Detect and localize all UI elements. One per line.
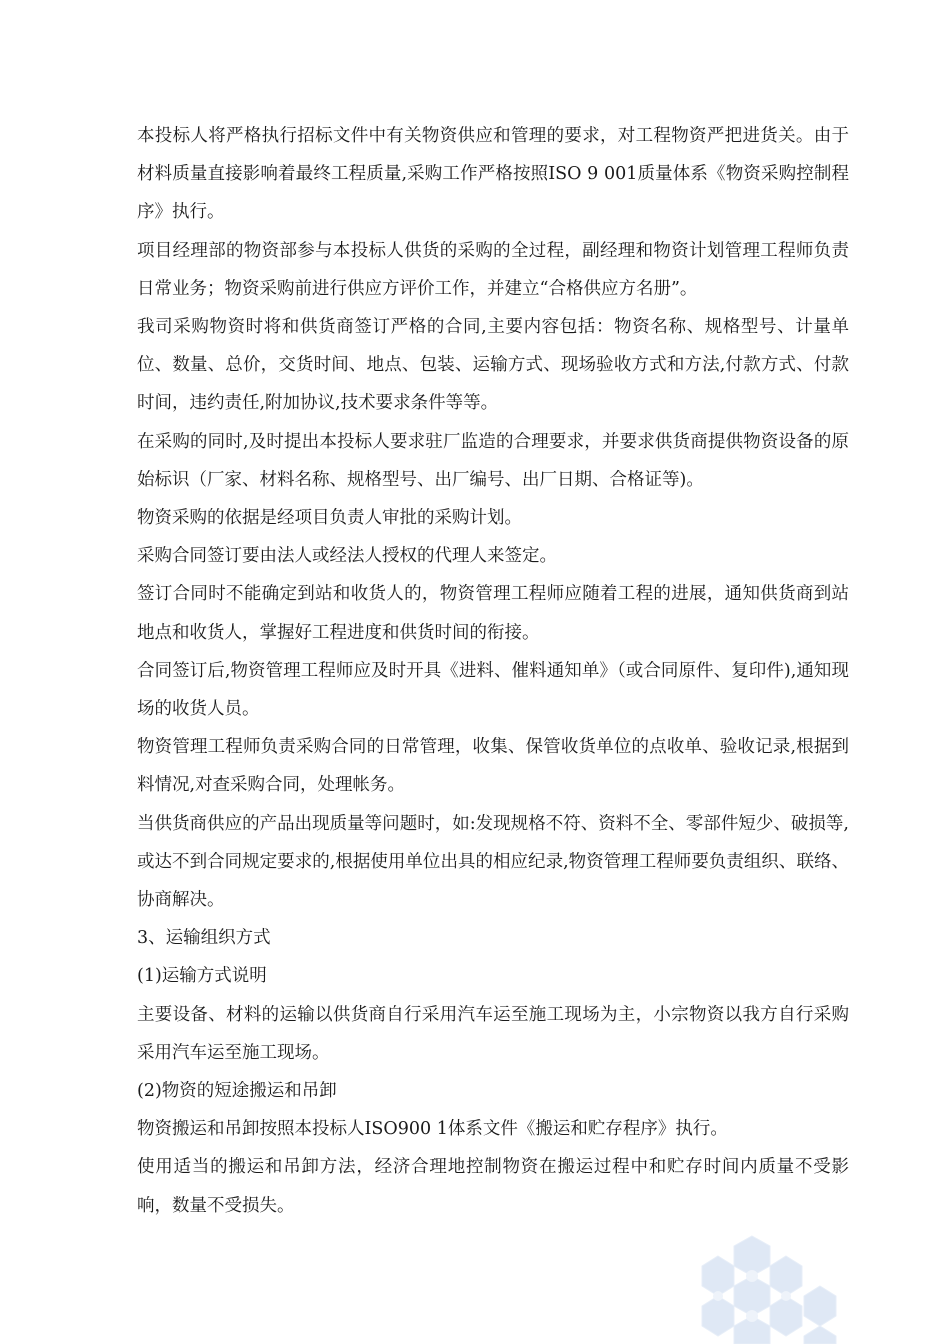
paragraph-station-consignee: 签订合同时不能确定到站和收货人的，物资管理工程师应随着工程的进展，通知供货商到站地点和收货人，掌握好工程进度和供货时间的衔接。 xyxy=(137,584,849,643)
paragraph-contract-management: 物资管理工程师负责采购合同的日常管理，收集、保管收货单位的点收单、验收记录,根据到料情况,对查采购合同，处理帐务。 xyxy=(137,737,849,796)
paragraph-handling-quality: 使用适当的搬运和吊卸方法，经济合理地控制物资在搬运过程中和贮存时间内质量不受影响，数量不受损失。 xyxy=(137,1157,849,1216)
paragraph-quality-issues: 当供货商供应的产品出现质量等问题时，如:发现规格不符、资料不全、零部件短少、破损等,或达不到合同规定要求的,根据使用单位出具的相应纪录,物资管理工程师要负责组织、联络、协商解决。 xyxy=(137,813,849,911)
paragraph-procurement-requirements: 本投标人将严格执行招标文件中有关物资供应和管理的要求，对工程物资严把进货关。由于材料质量直接影响着最终工程质量,采购工作严格按照ISO 9 001质量体系《物资采购控制程序》执行。 xyxy=(137,126,849,223)
paragraph-material-department: 项目经理部的物资部参与本投标人供货的采购的全过程，副经理和物资计划管理工程师负责日常业务；物资采购前进行供应方评价工作，并建立“合格供应方名册”。 xyxy=(137,240,849,299)
heading-transport-method: (1)运输方式说明 xyxy=(137,966,267,987)
snowflake-watermark-icon xyxy=(690,1232,850,1344)
heading-short-haul-handling: (2)物资的短途搬运和吊卸 xyxy=(137,1081,337,1102)
heading-transport-organization: 3、运输组织方式 xyxy=(137,928,271,949)
paragraph-contract-content: 我司采购物资时将和供货商签订严格的合同,主要内容包括：物资名称、规格型号、计量单位、数量、总价，交货时间、地点、包装、运输方式、现场验收方式和方法,付款方式、付款时间，违约责任,附加协议,技术要求条件等等。 xyxy=(137,317,849,414)
document-body xyxy=(137,117,849,1225)
paragraph-transport-method: 主要设备、材料的运输以供货商自行采用汽车运至施工现场为主，小宗物资以我方自行采购采用汽车运至施工现场。 xyxy=(137,1004,849,1063)
paragraph-material-notice: 合同签订后,物资管理工程师应及时开具《进料、催料通知单》（或合同原件、复印件),通知现场的收货人员。 xyxy=(137,660,849,720)
paragraph-factory-supervision: 在采购的同时,及时提出本投标人要求驻厂监造的合理要求，并要求供货商提供物资设备的原始标识（厂家、材料名称、规格型号、出厂编号、出厂日期、合格证等)。 xyxy=(137,431,849,490)
paragraph-handling-procedure: 物资搬运和吊卸按照本投标人ISO900 1体系文件《搬运和贮存程序》执行。 xyxy=(137,1119,728,1140)
paragraph-procurement-basis: 物资采购的依据是经项目负责人审批的采购计划。 xyxy=(137,508,522,529)
paragraph-contract-signing: 采购合同签订要由法人或经法人授权的代理人来签定。 xyxy=(137,546,557,567)
